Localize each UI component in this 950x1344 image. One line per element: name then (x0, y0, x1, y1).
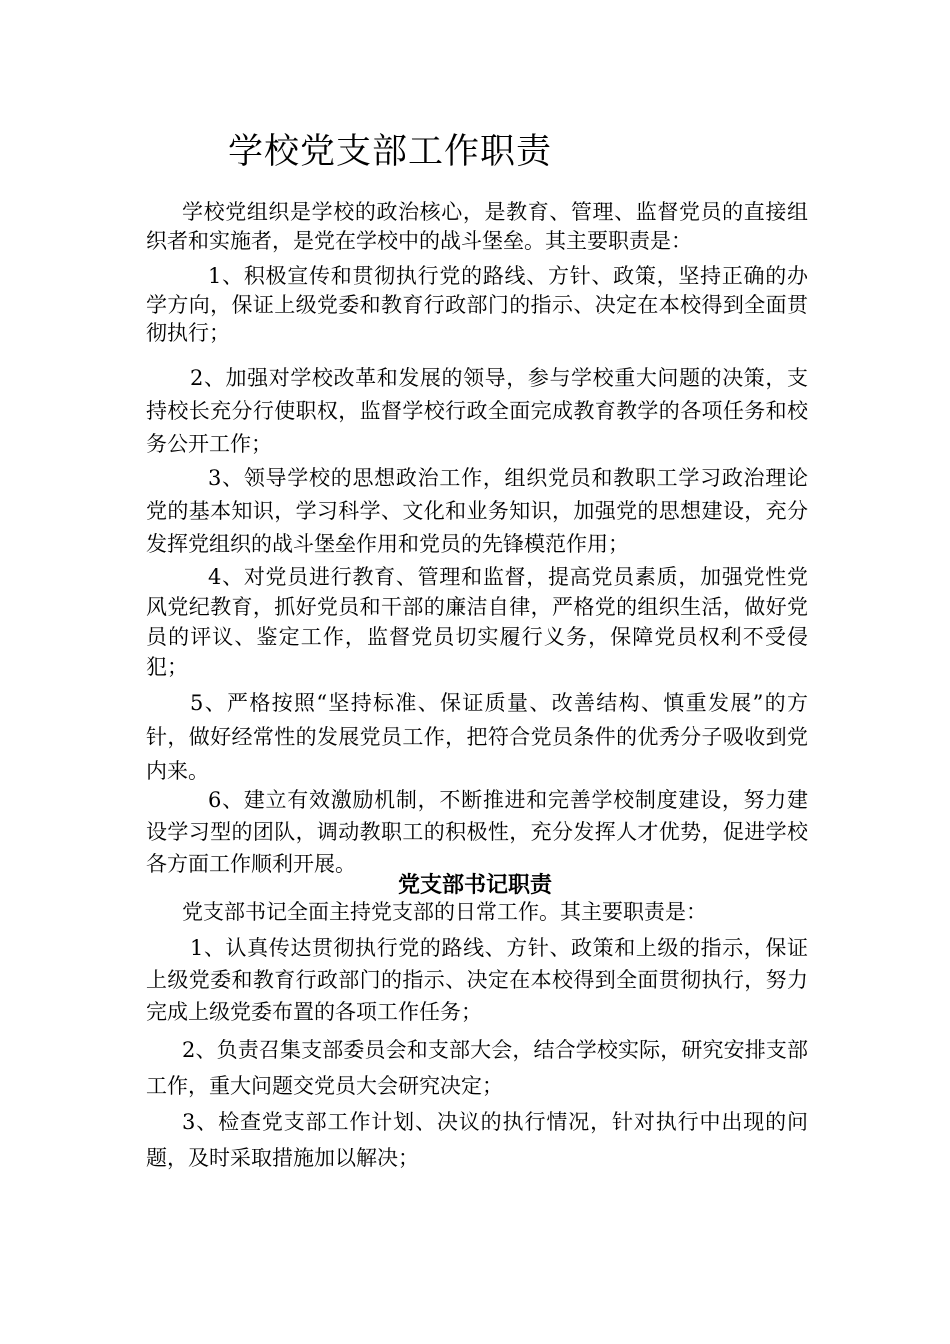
duty-item-4: 4、对党员进行教育、管理和监督，提高党员素质，加强党性党风党纪教育，抓好党员和干部的廉洁自律，严格党的组织生活，做好党员的评议、鉴定工作，监督党员切实履行义务，保障党员权利不受侵犯； (146, 565, 808, 679)
secretary-section-title: 党支部书记职责 (397, 872, 552, 898)
intro-paragraph: 学校党组织是学校的政治核心，是教育、管理、监督党员的直接组织者和实施者，是党在学校中的战斗堡垒。其主要职责是： (146, 200, 808, 253)
secretary-duty-item-1: 1、认真传达贯彻执行党的路线、方针、政策和上级的指示，保证上级党委和教育行政部门的指示、决定在本校得到全面贯彻执行，努力完成上级党委布置的各项工作任务； (146, 936, 808, 1024)
duty-item-5: 5、严格按照“坚持标准、保证质量、改善结构、慎重发展”的方针，做好经常性的发展党员工作，把符合党员条件的优秀分子吸收到党内来。 (146, 691, 808, 783)
duty-item-6: 6、建立有效激励机制，不断推进和完善学校制度建设，努力建设学习型的团队，调动教职工的积极性，充分发挥人才优势，促进学校各方面工作顺利开展。 (146, 788, 808, 876)
duty-item-2: 2、加强对学校改革和发展的领导，参与学校重大问题的决策，支持校长充分行使职权，监督学校行政全面完成教育教学的各项任务和校务公开工作； (146, 366, 808, 456)
secretary-duty-item-2: 2、负责召集支部委员会和支部大会，结合学校实际，研究安排支部工作，重大问题交党员大会研究决定； (146, 1038, 808, 1098)
duty-item-3: 3、领导学校的思想政治工作，组织党员和教职工学习政治理论党的基本知识，学习科学、文化和业务知识，加强党的思想建设，充分发挥党组织的战斗堡垒作用和党员的先锋模范作用； (146, 466, 808, 556)
duty-item-1: 1、积极宣传和贯彻执行党的路线、方针、政策，坚持正确的办学方向，保证上级党委和教育行政部门的指示、决定在本校得到全面贯彻执行； (146, 264, 808, 345)
document-title: 学校党支部工作职责 (228, 132, 553, 172)
secretary-intro-paragraph: 党支部书记全面主持党支部的日常工作。其主要职责是： (182, 900, 707, 924)
secretary-duty-item-3: 3、检查党支部工作计划、决议的执行情况，针对执行中出现的问题，及时采取措施加以解决； (146, 1110, 808, 1170)
